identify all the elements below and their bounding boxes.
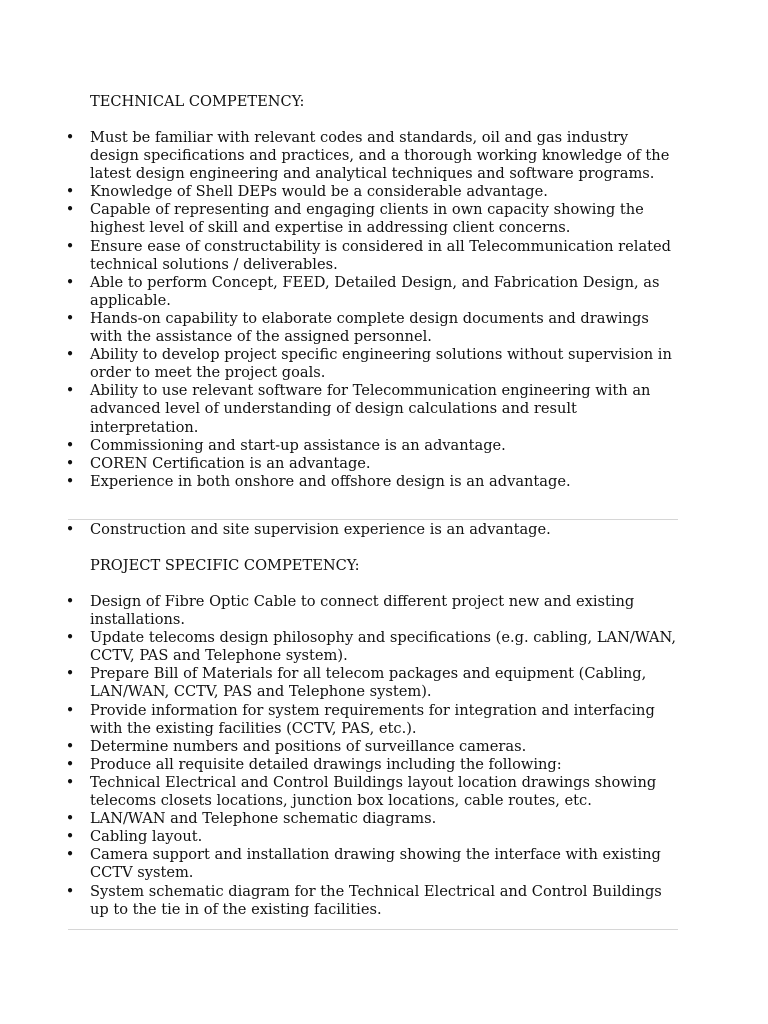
list-item-text: Camera support and installation drawing showing the interface with existing CCTV system.: [90, 846, 661, 882]
bullet-icon: •: [65, 810, 75, 828]
list-item: [0, 183, 680, 201]
bullet-icon: •: [65, 593, 75, 610]
list-item-text: Cabling layout.: [90, 828, 203, 846]
project-specific-competency-heading: PROJECT SPECIFIC COMPETENCY:: [90, 557, 360, 574]
bullet-icon: •: [65, 773, 75, 791]
list-item-text: Commissioning and start-up assistance is an advantage.: [90, 436, 506, 454]
bullet-icon: •: [65, 472, 75, 490]
bullet-icon: •: [65, 129, 75, 146]
bullet-icon: •: [65, 436, 75, 454]
list-item-text: COREN Certification is an advantage.: [90, 454, 371, 472]
list-item: [0, 593, 680, 629]
list-item: [0, 774, 680, 810]
bullet-icon: •: [65, 629, 75, 647]
bullet-icon: •: [65, 665, 75, 683]
list-item: [0, 846, 680, 882]
list-item: [0, 274, 680, 310]
list-item: [0, 129, 680, 183]
list-item: [0, 629, 680, 665]
technical-competency-heading: TECHNICAL COMPETENCY:: [90, 93, 305, 110]
list-item: [0, 201, 680, 237]
list-item-text: LAN/WAN and Telephone schematic diagrams.: [90, 810, 437, 828]
bullet-icon: •: [65, 183, 75, 201]
list-item-text: Ensure ease of constructability is considered in all Telecommunication related technical solutions / deliverables.: [90, 237, 671, 273]
list-item: [0, 455, 680, 473]
list-item: [0, 810, 680, 828]
list-item-text: Hands-on capability to elaborate complete design documents and drawings with the assistance of the assigned personnel.: [90, 309, 649, 346]
bullet-icon: •: [65, 701, 75, 719]
bullet-icon: •: [65, 237, 75, 255]
list-item-text: Design of Fibre Optic Cable to connect different project new and existing installations.: [90, 593, 635, 629]
list-item: [0, 738, 680, 756]
list-item-text: Prepare Bill of Materials for all telecom packages and equipment (Cabling, LAN/WAN, CCTV, PAS and Telephone system).: [90, 665, 647, 701]
technical-competency-list: [0, 129, 680, 491]
bullet-icon: •: [65, 309, 75, 327]
bullet-icon: •: [65, 755, 75, 773]
list-item-text: Determine numbers and positions of surveillance cameras.: [90, 737, 527, 755]
list-item-text: Knowledge of Shell DEPs would be a considerable advantage.: [90, 183, 548, 201]
bullet-icon: •: [65, 737, 75, 755]
bullet-icon: •: [65, 273, 75, 291]
list-item: [0, 756, 680, 774]
list-item: [0, 346, 680, 382]
list-item-text: Produce all requisite detailed drawings including the following:: [90, 755, 562, 773]
list-item-text: System schematic diagram for the Technical Electrical and Control Buildings up to the tie in of the existing facilities.: [90, 882, 662, 918]
project-specific-competency-list: [0, 593, 680, 919]
list-item-text: Construction and site supervision experience is an advantage.: [90, 521, 551, 538]
list-item-text: Provide information for system requirements for integration and interfacing with the existing facilities (CCTV, PAS, etc.).: [90, 701, 655, 737]
list-item-text: Ability to use relevant software for Telecommunication engineering with an advanced level of understanding of design calculations and result interpretation.: [90, 382, 651, 436]
list-item: [0, 238, 680, 274]
bullet-icon: •: [65, 382, 75, 400]
bullet-icon: •: [65, 846, 75, 864]
list-item: [0, 473, 680, 491]
list-item: [0, 828, 680, 846]
list-item: [0, 521, 680, 539]
technical-competency-list-continued: [0, 521, 680, 539]
bullet-icon: •: [65, 201, 75, 219]
list-item-text: Ability to develop project specific engineering solutions without supervision in order to meet the project goals.: [90, 346, 672, 382]
list-item: [0, 883, 680, 919]
list-item: [0, 665, 680, 701]
bullet-icon: •: [65, 828, 75, 846]
list-item-text: Able to perform Concept, FEED, Detailed Design, and Fabrication Design, as applicable.: [90, 273, 660, 309]
bullet-icon: •: [65, 346, 75, 364]
list-item: [0, 382, 680, 436]
list-item: [0, 702, 680, 738]
list-item-text: Capable of representing and engaging clients in own capacity showing the highest level of skill and expertise in addressing client concerns.: [90, 201, 644, 237]
page-break-divider: [68, 519, 678, 520]
list-item: [0, 310, 680, 346]
list-item-text: Experience in both onshore and offshore design is an advantage.: [90, 472, 571, 490]
list-item-text: Technical Electrical and Control Buildings layout location drawings showing telecoms closets locations, junction box locations, cable routes, etc.: [90, 773, 657, 810]
list-item-text: Must be familiar with relevant codes and standards, oil and gas industry design specifications and practices, and a thorough working knowledge of the latest design engineering and analytical techniques and software programs.: [90, 129, 670, 183]
bottom-divider: [68, 929, 678, 930]
list-item-text: Update telecoms design philosophy and specifications (e.g. cabling, LAN/WAN, CCTV, PAS and Telephone system).: [90, 629, 677, 665]
list-item: [0, 437, 680, 455]
bullet-icon: •: [65, 521, 75, 538]
bullet-icon: •: [65, 454, 75, 472]
bullet-icon: •: [65, 882, 75, 900]
